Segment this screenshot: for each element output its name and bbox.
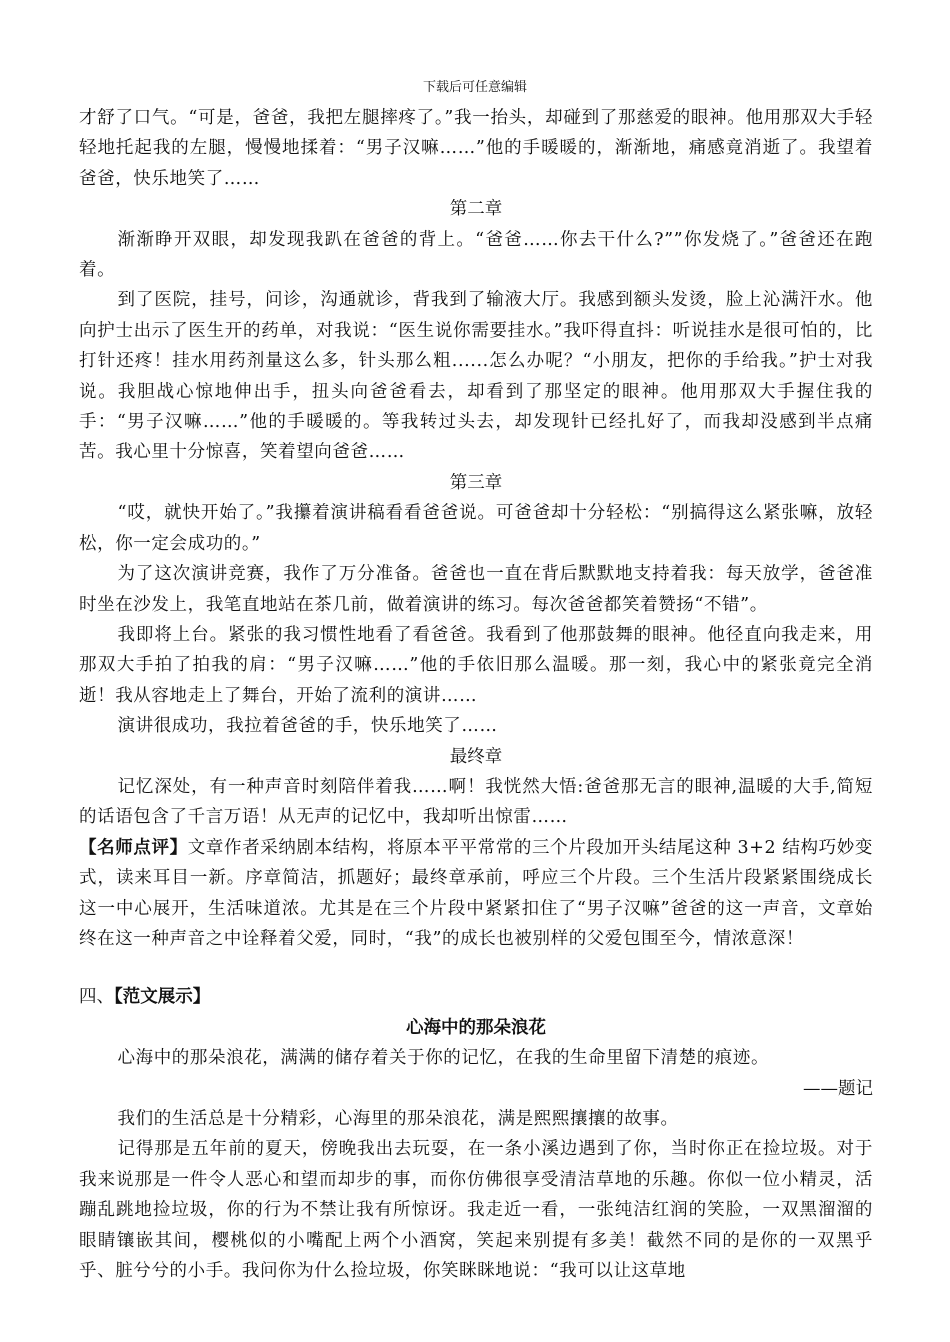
chapter-3-paragraph-4: 演讲很成功，我拉着爸爸的手，快乐地笑了…… [117, 716, 498, 737]
essay-paragraph-2: 记得那是五年前的夏天，傍晚我出去玩耍，在一条小溪边遇到了你，当时你正在捡垃圾。对于我来说那是一件令人恶心和望而却步的事，而你仿佛很享受清洁草地的乐趣。你似一位小精灵，活蹦乱跳地捡垃圾，你的行为不禁让我有所惊讶。我走近一看，一张纯洁红润的笑脸，一双黑溜溜的眼睛镶嵌其间，樱桃似的小嘴配上两个小酒窝，笑起来别提有多美！截然不同的是你的一双黑乎乎、脏兮兮的小手。我问你为什么捡垃圾，你笑眯眯地说：“我可以让这草地 [79, 1139, 873, 1282]
chapter1-closing-paragraph: 才舒了口气。“可是，爸爸，我把左腿摔疼了。”我一抬头，却碰到了那慈爱的眼神。他用那双大手轻轻地托起我的左腿，慢慢地揉着：“男子汉嘛……”他的手暖暖的，渐渐地，痛感竟消逝了。我望着爸爸，快乐地笑了…… [79, 108, 873, 189]
essay-title: 心海中的那朵浪花 [406, 1017, 546, 1038]
page-header: 下载后可任意编辑 [422, 80, 527, 95]
document-body [79, 103, 873, 1286]
essay-epigraph-sign: ——题记 [803, 1078, 873, 1099]
teacher-comment [79, 833, 873, 955]
essay-paragraph-1: 我们的生活总是十分精彩，心海里的那朵浪花，满是熙熙攘攘的故事。 [117, 1109, 679, 1129]
final-chapter-paragraph: 记忆深处，有一种声音时刻陪伴着我……啊！我恍然大悟:爸爸那无言的眼神,温暖的大手,简短的话语包含了千言万语！从无声的记忆中，我却听出惊雷…… [79, 776, 873, 828]
chapter-3-paragraph-1: “哎，就快开始了。”我攥着演讲稿看看爸爸说。可爸爸却十分轻松：“别搞得这么紧张嘛，放轻松，你一定会成功的。” [79, 503, 873, 554]
chapter-3-title: 第三章 [449, 472, 503, 493]
teacher-comment-text: 文章作者采纳剧本结构，将原本平平常常的三个片段加开头结尾这种 3+2 结构巧妙变式，读来耳目一新。序章简洁，抓题好；最终章承前，呼应三个片段。三个生活片段紧紧围绕成长这一中心展开，生活味道浓。尤其是在三个片段中紧紧扣住了“男子汉嘛”爸爸的这一声音，文章始终在这一种声音之中诠释着父爱，同时，“我”的成长也被别样的父爱包围至今，情浓意深！ [79, 837, 873, 949]
chapter-3-paragraph-2: 为了这次演讲竞赛，我作了万分准备。爸爸也一直在背后默默地支持着我：每天放学，爸爸准时坐在沙发上，我笔直地站在茶几前，做着演讲的练习。每次爸爸都笑着赞扬“不错”。 [79, 564, 873, 615]
essay-epigraph: 心海中的那朵浪花，满满的储存着关于你的记忆，在我的生命里留下清楚的痕迹。 [117, 1048, 770, 1069]
chapter-2-paragraph-2: 到了医院，挂号，问诊，沟通就诊，背我到了输液大厅。我感到额头发烫，脸上沁满汗水。他向护士出示了医生开的药单，对我说：“医生说你需要挂水。”我吓得直抖：听说挂水是很可怕的，比打针还疼！挂水用药剂量这么多，针头那么粗......怎么办呢？“小朋友，把你的手给我。”护士对我说。我胆战心惊地伸出手，扭头向爸爸看去，却看到了那坚定的眼神。他用那双大手握住我的手：“男子汉嘛……”他的手暖暖的。等我转过头去，却发现针已经扎好了，而我却没感到半点痛苦。我心里十分惊喜，笑着望向爸爸…… [79, 290, 873, 463]
section-4-label: 【范文展示】 [114, 987, 211, 1008]
final-chapter-title: 最终章 [449, 746, 503, 767]
chapter-3-paragraph-3: 我即将上台。紧张的我习惯性地看了看爸爸。我看到了他那鼓舞的眼神。他径直向我走来，用那双大手拍了拍我的肩：“男子汉嘛……”他的手依旧那么温暖。那一刻，我心中的紧张竟完全消逝！我从容地走上了舞台，开始了流利的演讲…… [79, 624, 873, 706]
chapter-2-title: 第二章 [449, 199, 503, 220]
section-4-number: 四、 [79, 987, 114, 1008]
section-4-heading [79, 982, 873, 1012]
teacher-comment-label: 【名师点评】 [79, 837, 188, 858]
chapter-2-paragraph-1: 渐渐睁开双眼，却发现我趴在爸爸的背上。“爸爸……你去干什么?””你发烧了。”爸爸还在跑着。 [79, 229, 873, 281]
